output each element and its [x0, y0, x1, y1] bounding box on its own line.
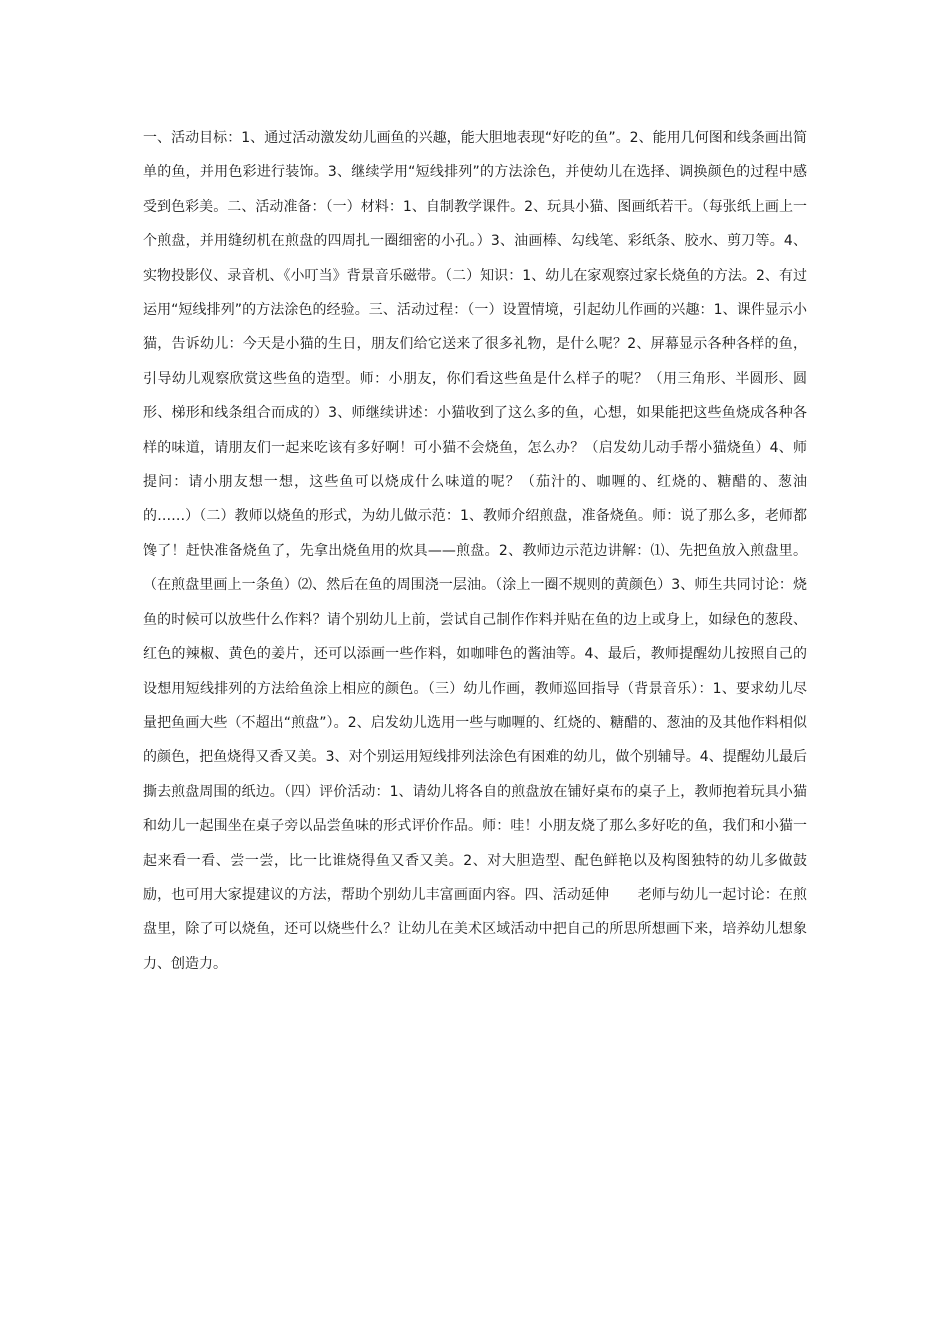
lesson-plan-body: 一、活动目标：1、通过活动激发幼儿画鱼的兴趣，能大胆地表现“好吃的鱼”。2、能用几何图和线条画出简单的鱼，并用色彩进行装饰。3、继续学用“短线排列”的方法涂色，并使幼儿在选择、调换颜色的过程中感受到色彩美。二、活动准备：（一）材料：1、自制教学课件。2、玩具小猫、图画纸若干。（每张纸上画上一个煎盘，并用缝纫机在煎盘的四周扎一圈细密的小孔。）3、油画棒、勾线笔、彩纸条、胶水、剪刀等。4、实物投影仪、录音机、《小叮当》背景音乐磁带。（二）知识：1、幼儿在家观察过家长烧鱼的方法。2、有过运用“短线排列”的方法涂色的经验。三、活动过程：（一）设置情境，引起幼儿作画的兴趣：1、课件显示小猫，告诉幼儿：今天是小猫的生日，朋友们给它送来了很多礼物，是什么呢？2、屏幕显示各种各样的鱼，引导幼儿观察欣赏这些鱼的造型。师：小朋友，你们看这些鱼是什么样子的呢？（用三角形、半圆形、圆形、梯形和线条组合而成的）3、师继续讲述：小猫收到了这么多的鱼，心想，如果能把这些鱼烧成各种各样的味道，请朋友们一起来吃该有多好啊！可小猫不会烧鱼，怎么办？（启发幼儿动手帮小猫烧鱼）4、师提问：请小朋友想一想，这些鱼可以烧成什么味道的呢？（茄汁的、咖喱的、红烧的、糖醋的、葱油的……）（二）教师以烧鱼的形式，为幼儿做示范：1、教师介绍煎盘，准备烧鱼。师：说了那么多，老师都馋了！赶快准备烧鱼了，先拿出烧鱼用的炊具——煎盘。2、教师边示范边讲解：⑴、先把鱼放入煎盘里。（在煎盘里画上一条鱼）⑵、然后在鱼的周围浇一层油。（涂上一圈不规则的黄颜色）3、师生共同讨论：烧鱼的时候可以放些什么作料？请个别幼儿上前，尝试自己制作作料并贴在鱼的边上或身上，如绿色的葱段、红色的辣椒、黄色的姜片，还可以添画一些作料，如咖啡色的酱油等。4、最后，教师提醒幼儿按照自己的设想用短线排列的方法给鱼涂上相应的颜色。（三）幼儿作画，教师巡回指导（背景音乐）：1、要求幼儿尽量把鱼画大些（不超出“煎盘”）。2、启发幼儿选用一些与咖喱的、红烧的、糖醋的、葱油的及其他作料相似的颜色，把鱼烧得又香又美。3、对个别运用短线排列法涂色有困难的幼儿，做个别辅导。4、提醒幼儿最后撕去煎盘周围的纸边。（四）评价活动：1、请幼儿将各自的煎盘放在铺好桌布的桌子上，教师抱着玩具小猫和幼儿一起围坐在桌子旁以品尝鱼味的形式评价作品。师：哇！小朋友烧了那么多好吃的鱼，我们和小猫一起来看一看、尝一尝，比一比谁烧得鱼又香又美。2、对大胆造型、配色鲜艳以及构图独特的幼儿多做鼓励，也可用大家提建议的方法，帮助个别幼儿丰富画面内容。四、活动延伸 老师与幼儿一起讨论：在煎盘里，除了可以烧鱼，还可以烧些什么？让幼儿在美术区域活动中把自己的所思所想画下来，培养幼儿想象力、创造力。: [143, 130, 807, 972]
